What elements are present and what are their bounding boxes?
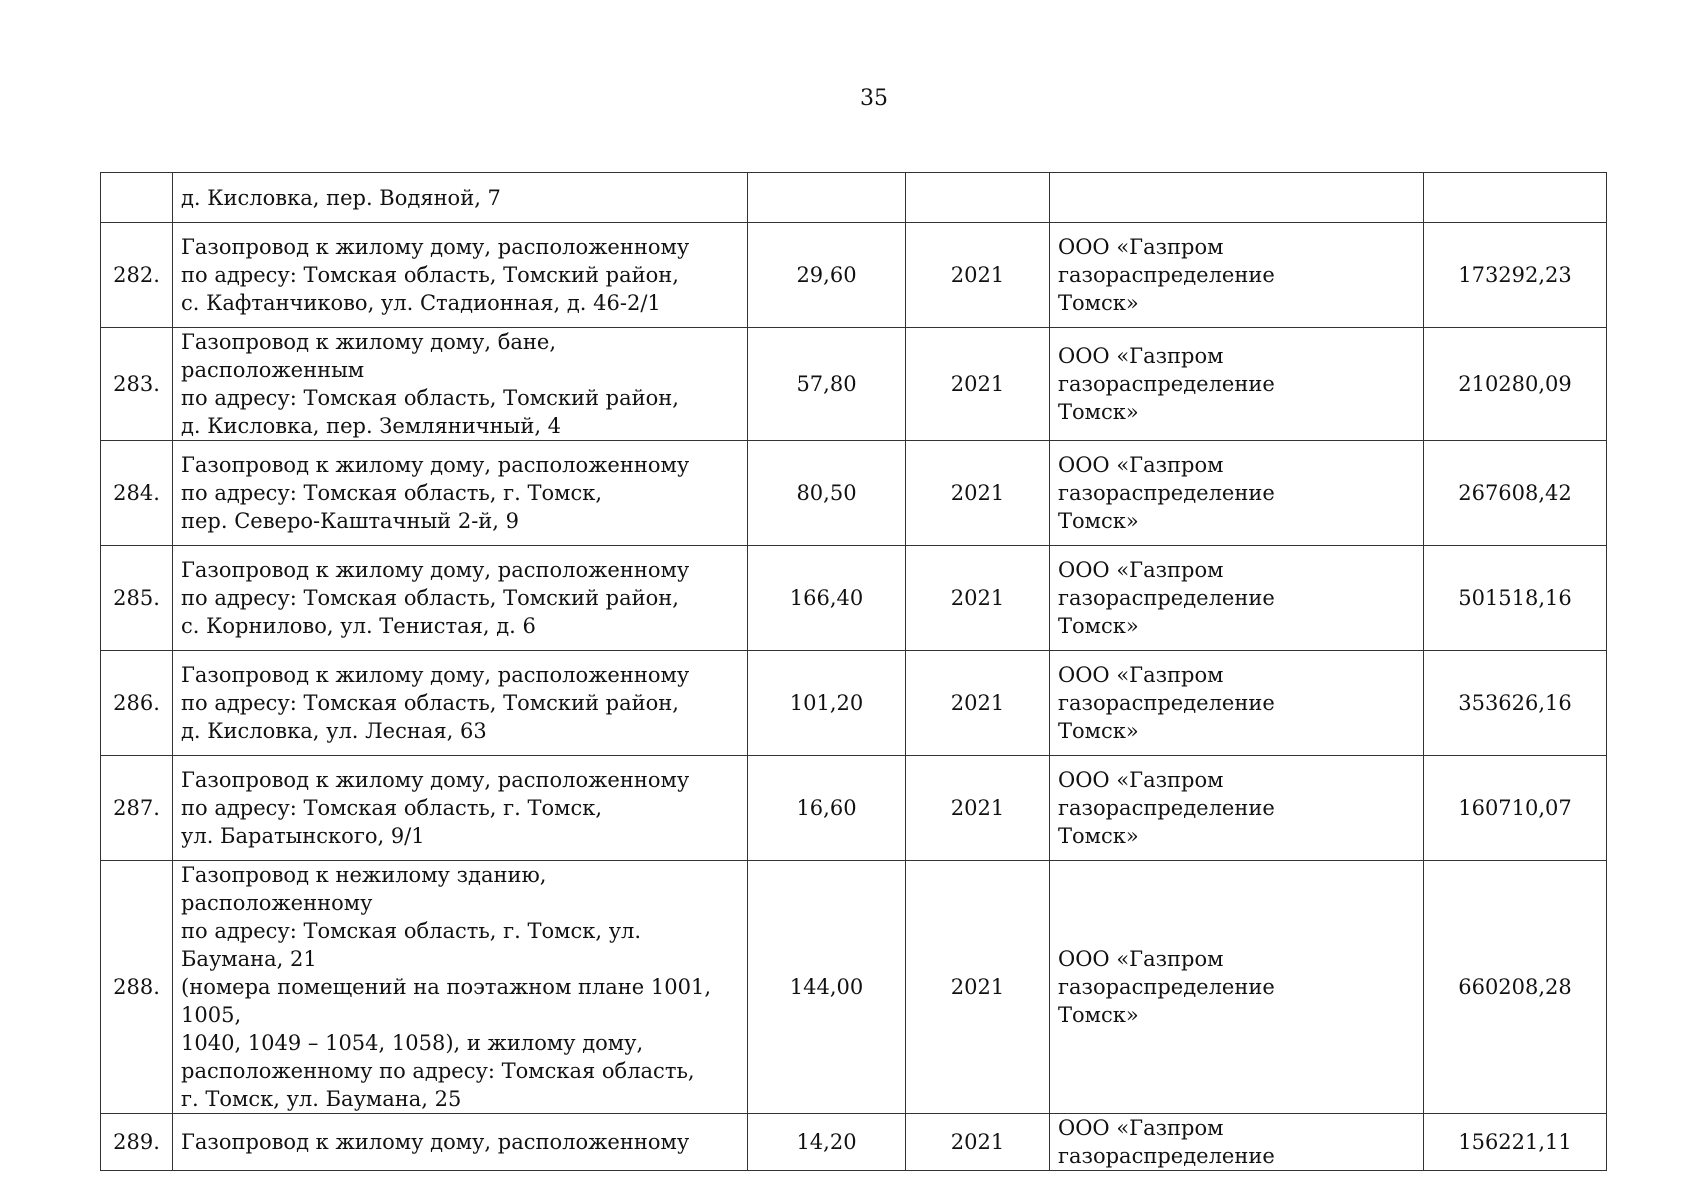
object-name-cell: Газопровод к жилому дому, бане, расположенным по адресу: Томская область, Томский район, д. Кисловка, пер. Земляничный, 4 [173,328,748,441]
cost-cell: 660208,28 [1424,861,1607,1114]
year-cell: 2021 [906,756,1050,861]
owner-cell: ООО «Газпром газораспределение Томск» [1050,861,1424,1114]
year-cell: 2021 [906,546,1050,651]
table-row [101,223,1607,328]
length-cell: 29,60 [748,223,906,328]
table-row [101,1114,1607,1171]
gas-pipeline-registry-table [100,172,1607,1171]
length-cell: 16,60 [748,756,906,861]
length-cell: 57,80 [748,328,906,441]
row-number-cell: 282. [101,223,173,328]
object-name-cell: Газопровод к жилому дому, расположенному по адресу: Томская область, Томский район, с. Корнилово, ул. Тенистая, д. 6 [173,546,748,651]
row-number-cell: 288. [101,861,173,1114]
table-row [101,546,1607,651]
owner-cell: ООО «Газпром газораспределение Томск» [1050,441,1424,546]
table-row [101,441,1607,546]
object-name-cell: Газопровод к жилому дому, расположенному по адресу: Томская область, Томский район, д. Кисловка, ул. Лесная, 63 [173,651,748,756]
row-number-cell: 286. [101,651,173,756]
length-cell: 101,20 [748,651,906,756]
year-cell: 2021 [906,651,1050,756]
cost-cell: 156221,11 [1424,1114,1607,1171]
owner-cell [1050,173,1424,223]
year-cell: 2021 [906,441,1050,546]
row-number-cell: 289. [101,1114,173,1171]
cost-cell: 267608,42 [1424,441,1607,546]
year-cell: 2021 [906,328,1050,441]
object-name-cell: Газопровод к жилому дому, расположенному [173,1114,748,1171]
year-cell: 2021 [906,1114,1050,1171]
owner-cell: ООО «Газпром газораспределение Томск» [1050,756,1424,861]
length-cell: 144,00 [748,861,906,1114]
page-number: 35 [860,86,888,111]
owner-cell: ООО «Газпром газораспределение Томск» [1050,651,1424,756]
cost-cell [1424,173,1607,223]
row-number-cell: 283. [101,328,173,441]
cost-cell: 353626,16 [1424,651,1607,756]
row-number-cell: 287. [101,756,173,861]
year-cell: 2021 [906,223,1050,328]
cost-cell: 210280,09 [1424,328,1607,441]
year-cell: 2021 [906,861,1050,1114]
row-number-cell [101,173,173,223]
object-name-cell: д. Кисловка, пер. Водяной, 7 [173,173,748,223]
object-name-cell: Газопровод к жилому дому, расположенному по адресу: Томская область, г. Томск, ул. Баратынского, 9/1 [173,756,748,861]
table-row [101,861,1607,1114]
length-cell [748,173,906,223]
cost-cell: 160710,07 [1424,756,1607,861]
object-name-cell: Газопровод к жилому дому, расположенному по адресу: Томская область, г. Томск, пер. Северо-Каштачный 2-й, 9 [173,441,748,546]
owner-cell: ООО «Газпром газораспределение Томск» [1050,328,1424,441]
owner-cell: ООО «Газпром газораспределение Томск» [1050,546,1424,651]
object-name-cell: Газопровод к жилому дому, расположенному по адресу: Томская область, Томский район, с. Кафтанчиково, ул. Стадионная, д. 46-2/1 [173,223,748,328]
cost-cell: 173292,23 [1424,223,1607,328]
owner-cell: ООО «Газпром газораспределение Томск» [1050,223,1424,328]
table-row [101,173,1607,223]
length-cell: 80,50 [748,441,906,546]
row-number-cell: 284. [101,441,173,546]
row-number-cell: 285. [101,546,173,651]
table-row [101,328,1607,441]
year-cell [906,173,1050,223]
length-cell: 14,20 [748,1114,906,1171]
length-cell: 166,40 [748,546,906,651]
owner-cell: ООО «Газпром газораспределение [1050,1114,1424,1171]
cost-cell: 501518,16 [1424,546,1607,651]
object-name-cell: Газопровод к нежилому зданию, расположенному по адресу: Томская область, г. Томск, ул. Баумана, 21 (номера помещений на поэтажном плане 1001, 1005, 1040, 1049 – 1054, 1058), и жилому дому, расположенному по адресу: Томская область, г. Томск, ул. Баумана, 25 [173,861,748,1114]
table-row [101,651,1607,756]
table-row [101,756,1607,861]
